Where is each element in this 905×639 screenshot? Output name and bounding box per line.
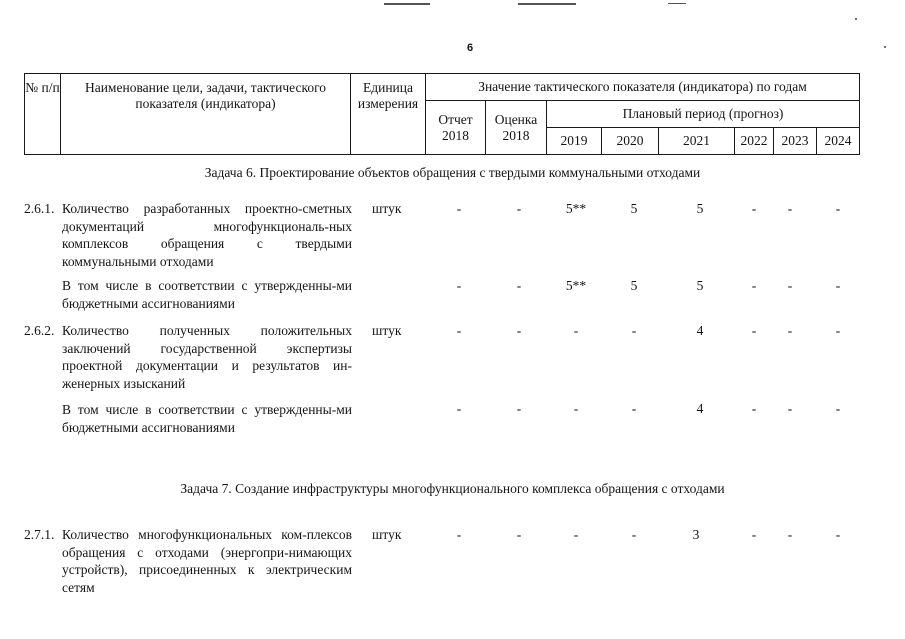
scan-mark (384, 3, 430, 5)
value-report: - (456, 323, 462, 338)
header-year: 2021 (659, 128, 735, 155)
value-2020: - (631, 401, 637, 416)
value-2021: 4 (696, 401, 704, 416)
header-col-report: Отчет 2018 (426, 101, 486, 155)
header-year: 2019 (547, 128, 602, 155)
value-2024: - (835, 323, 841, 338)
header-year: 2022 (735, 128, 774, 155)
value-2021: 4 (696, 323, 704, 338)
value-2020: 5 (630, 201, 638, 216)
value-2024: - (835, 201, 841, 216)
value-2021: 5 (696, 278, 704, 293)
value-2019: 5** (565, 201, 587, 216)
value-2019: - (573, 323, 579, 338)
value-2023: - (787, 278, 793, 293)
header-col-name: Наименование цели, задачи, тактического показателя (индикатора) (61, 74, 351, 155)
value-2020: - (631, 527, 637, 542)
row-name: В том числе в соответствии с утвержденны-ми бюджетными ассигнованиями (62, 402, 352, 435)
header-year: 2020 (602, 128, 659, 155)
row-name: Количество полученных положительных заключений государственной экспертизы проектной документации и результатов ин-женерных изысканий (62, 323, 352, 391)
header-col-unit: Единица измерения (351, 74, 426, 155)
task-6-title: Задача 6. Проектирование объектов обращения с твердыми коммунальными отходами (204, 165, 701, 180)
value-estimate: - (516, 323, 522, 338)
value-2023: - (787, 201, 793, 216)
task-7-title: Задача 7. Создание инфраструктуры многофункционального комплекса обращения с отходами (180, 481, 725, 496)
value-report: - (456, 278, 462, 293)
scan-speck (884, 46, 886, 48)
value-2021: 5 (696, 201, 704, 216)
value-2019: - (573, 527, 579, 542)
row-number: 2.6.1. (24, 201, 55, 216)
value-2022: - (751, 278, 757, 293)
value-report: - (456, 527, 462, 542)
page-number: 6 (466, 42, 474, 54)
value-2023: - (787, 401, 793, 416)
header-col-estimate: Оценка 2018 (486, 101, 547, 155)
value-2022: - (751, 201, 757, 216)
value-estimate: - (516, 527, 522, 542)
scan-speck (855, 18, 857, 20)
value-report: - (456, 201, 462, 216)
value-2020: 5 (630, 278, 638, 293)
row-number: 2.6.2. (24, 323, 55, 338)
value-2024: - (835, 278, 841, 293)
header-col-number: № п/п (25, 74, 61, 155)
value-report: - (456, 401, 462, 416)
row-name: Количество разработанных проектно-сметных документаций многофункциональ-ных комплексов обращения с твердыми коммунальными отходами (62, 201, 352, 269)
value-2020: - (631, 323, 637, 338)
value-2023: - (787, 527, 793, 542)
row-unit: штук (372, 323, 402, 338)
header-year: 2023 (774, 128, 817, 155)
header-col-values: Значение тактического показателя (индикатора) по годам (426, 74, 860, 101)
row-name: Количество многофункциональных ком-плексов обращения с отходами (энергопри-нимающих устройств), присоединенных к электрическим сетям (62, 527, 352, 595)
scan-mark (518, 3, 576, 5)
row-number: 2.7.1. (24, 527, 55, 542)
value-2024: - (835, 527, 841, 542)
row-unit: штук (372, 527, 402, 542)
value-2022: - (751, 401, 757, 416)
scan-mark (668, 3, 686, 4)
value-2022: - (751, 323, 757, 338)
value-2019: 5** (565, 278, 587, 293)
row-name: В том числе в соответствии с утвержденны-ми бюджетными ассигнованиями (62, 278, 352, 311)
value-2024: - (835, 401, 841, 416)
header-year: 2024 (817, 128, 860, 155)
table-header (24, 73, 860, 155)
row-unit: штук (372, 201, 402, 216)
value-estimate: - (516, 278, 522, 293)
value-2019: - (573, 401, 579, 416)
value-2023: - (787, 323, 793, 338)
value-2021: 3 (692, 527, 700, 542)
value-estimate: - (516, 401, 522, 416)
value-estimate: - (516, 201, 522, 216)
value-2022: - (751, 527, 757, 542)
header-col-plan: Плановый период (прогноз) (547, 101, 860, 128)
